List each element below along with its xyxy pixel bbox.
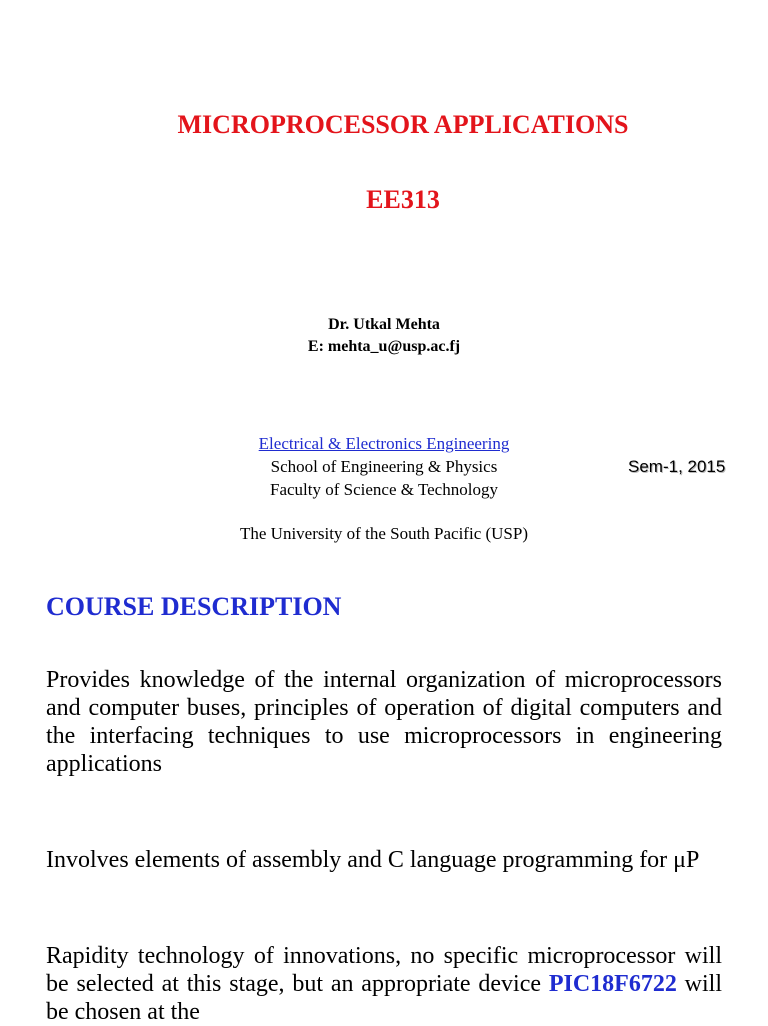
faculty-name: Faculty of Science & Technology bbox=[270, 480, 498, 499]
section-heading: COURSE DESCRIPTION bbox=[46, 592, 342, 621]
author-block bbox=[0, 314, 768, 358]
device-name: PIC18F6722 bbox=[548, 971, 677, 997]
school-name: School of Engineering & Physics bbox=[270, 457, 498, 476]
author-name: Dr. Utkal Mehta bbox=[328, 316, 440, 333]
semester-label: Sem-1, 2015 bbox=[628, 457, 726, 476]
university-name: The University of the South Pacific (USP) bbox=[239, 524, 528, 543]
document-title: MICROPROCESSOR APPLICATIONS bbox=[177, 110, 629, 139]
paragraph-text: Rapidity technology of innovations, no specific microprocessor will be selected at this stage, but an appropriate device bbox=[46, 943, 722, 997]
description-paragraph bbox=[46, 942, 722, 1026]
course-code: EE313 bbox=[366, 185, 440, 214]
paragraph-text: will be chosen at the bbox=[46, 971, 722, 1025]
description-paragraph: Provides knowledge of the internal organization of microprocessors and computer buses, principles of operation of digital computers and the interfacing techniques to use microprocessors in engineering applications bbox=[46, 667, 722, 777]
author-email: E: mehta_u@usp.ac.fj bbox=[307, 338, 461, 355]
description-paragraph: Involves elements of assembly and C language programming for μP bbox=[46, 847, 700, 873]
department-link[interactable]: Electrical & Electronics Engineering bbox=[258, 434, 510, 453]
